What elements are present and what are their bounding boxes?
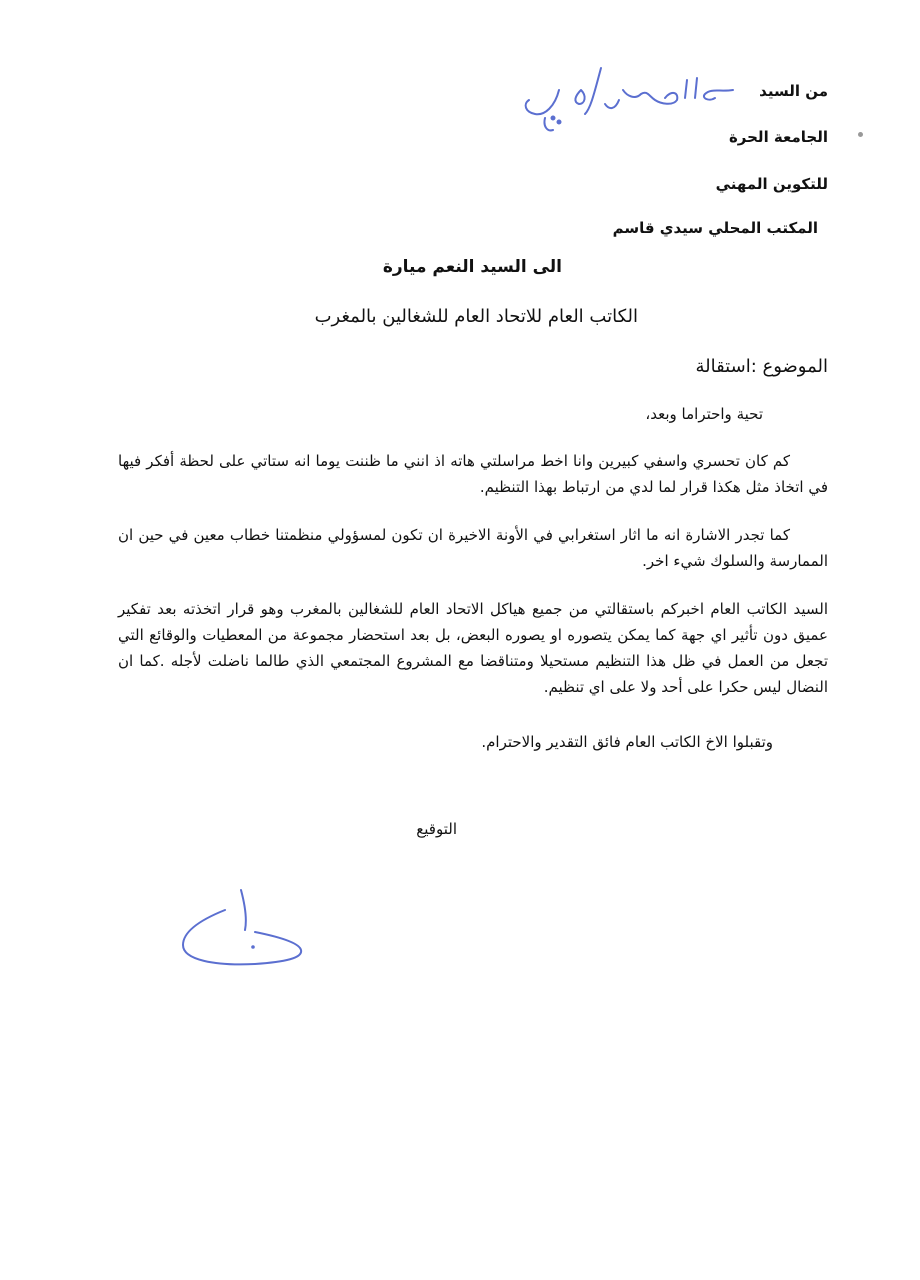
sender-office: المكتب المحلي سيدي قاسم [612,219,818,237]
paragraph-1-text: كم كان تحسري واسفي كبيرين وانا اخط مراسلتي هاته اذ انني ما ظننت يوما انه ستاتي على لحظة أفكر فيها في اتخاذ مثل هكذا قرار لما لدي من ارتباط بهذا التنظيم. [118,452,828,496]
recipient-title: الكاتب العام للاتحاد العام للشغالين بالمغرب [314,306,638,327]
signature-label: التوقيع [416,820,457,838]
handwritten-signature [175,880,315,975]
recipient-name: الى السيد النعم ميارة [382,257,562,277]
letter-closing: وتقبلوا الاخ الكاتب العام فائق التقدير والاحترام. [481,733,773,751]
paragraph-3 [118,596,828,700]
sender-organization-line2: للتكوين المهني [715,175,828,193]
paragraph-2 [118,522,828,574]
letter-subject: الموضوع :استقالة [695,356,828,377]
paragraph-3-text: السيد الكاتب العام اخبركم باستقالتي من جميع هياكل الاتحاد العام للشغالين بالمغرب وهو قرار اتخذته بعد تفكير عميق دون تأثير اي جهة كما يمكن يتصوره او يصوره البعض، بل بعد استحضار مجموعة من المعطيات والوقائع التي تجعل من العمل في ظل هذا التنظيم مستحيلا ومتناقضا مع المشروع المجتمعي الذي طالما ناضلت لأجله .كما ان النضال ليس حكرا على أحد ولا على اي تنظيم. [118,600,828,696]
sender-label: من السيد [759,82,828,100]
sender-handwritten-signature [515,60,745,140]
bullet-dot [858,132,863,137]
paragraph-2-text: كما تجدر الاشارة انه ما اثار استغرابي في الأونة الاخيرة ان تكون لمسؤولي منظمتنا خطاب معين في حين ان الممارسة والسلوك شيء اخر. [118,526,828,570]
sender-organization: الجامعة الحرة [728,128,828,146]
paragraph-1 [118,448,828,500]
letter-greeting: تحية واحتراما وبعد، [645,405,763,423]
